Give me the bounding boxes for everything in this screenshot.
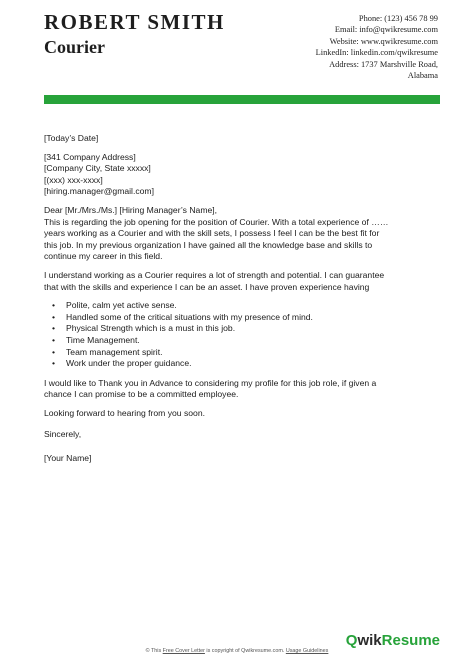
qwikresume-logo (346, 632, 440, 649)
letter-date: [Today’s Date] (44, 133, 99, 143)
paragraph-intro-line: continue my career in this field. (44, 251, 163, 262)
contact-address: Address: 1737 Marshville Road, (329, 59, 438, 69)
bullet-icon: • (52, 334, 56, 345)
list-item (52, 300, 436, 312)
list-item-text: Team management spirit. (66, 346, 163, 357)
header-divider-bar (44, 95, 440, 104)
paragraph-thanks-line: chance I can promise to be a committed employee. (44, 389, 239, 400)
list-item (52, 311, 436, 324)
list-item-text: Work under the proper guidance. (66, 358, 192, 369)
free-cover-letter-link[interactable]: Free Cover Letter (162, 648, 205, 654)
paragraph-requirements-line: that with the skills and experience I can be an asset. I have proven experience having (44, 281, 370, 292)
footer-middle: is copyright of Qwikresume.com. (204, 648, 286, 654)
bullet-icon: • (52, 311, 56, 322)
signature: [Your Name] (44, 453, 92, 464)
recipient-city-state: [Company City, State xxxxx] (44, 163, 151, 174)
bullet-icon: • (52, 300, 56, 311)
list-item-text: Time Management. (66, 334, 140, 345)
contact-phone: Phone: (123) 456 78 99 (358, 14, 438, 23)
bullet-icon: • (52, 346, 56, 357)
contact-website: Website: www.qwikresume.com (329, 36, 438, 46)
applicant-name: ROBERT SMITH (44, 10, 225, 34)
list-item-text: Handled some of the critical situations with my presence of mind. (66, 311, 313, 322)
paragraph-closing-remark-line: Looking forward to hearing from you soon. (44, 407, 205, 418)
list-item (52, 346, 436, 359)
bullet-icon: • (52, 358, 56, 369)
list-item (52, 334, 436, 347)
logo-resume: Resume (381, 632, 440, 649)
footer-prefix: © This (145, 648, 163, 654)
recipient-phone: [(xxx) xxx-xxxx] (44, 174, 103, 185)
salutation: Dear [Mr./Mrs./Ms.] [Hiring Manager’s Name], (44, 204, 218, 215)
paragraph-closing-remark (44, 408, 436, 420)
list-item-text: Polite, calm yet active sense. (66, 300, 177, 311)
recipient-address: [341 Company Address] (44, 151, 136, 162)
paragraph-intro (44, 217, 436, 263)
contact-email: Email: info@qwikresume.com (334, 25, 438, 35)
contact-address-city: Alabama (407, 71, 438, 81)
bullet-icon: • (52, 323, 56, 334)
letter-body (44, 133, 436, 465)
list-item-text: Physical Strength which is a must in this job. (66, 323, 236, 334)
paragraph-requirements-line: I understand working as a Courier requires a lot of strength and potential. I can guarantee (44, 269, 385, 280)
applicant-role: Courier (44, 37, 105, 57)
paragraph-requirements (44, 270, 436, 293)
contact-block (248, 13, 438, 81)
logo-q: Q (345, 632, 358, 649)
list-item (52, 323, 436, 335)
paragraph-thanks-line: I would like to Thank you in Advance to considering my profile for this job role, if given a (44, 377, 377, 388)
recipient-email: [hiring.manager@gmail.com] (44, 186, 154, 197)
paragraph-intro-line: years working as a Courier and with the skill sets, I possess I feel I can be the best fit for (44, 228, 380, 239)
list-item (52, 358, 436, 370)
closing: Sincerely, (44, 429, 82, 440)
contact-linkedin: LinkedIn: linkedin.com/qwikresume (315, 48, 438, 58)
paragraph-thanks (44, 378, 436, 401)
skills-list (44, 300, 436, 370)
paragraph-intro-line: this job. In my previous organization I have gained all the knowledge base and skills to (44, 239, 373, 250)
logo-wik: wik (357, 632, 382, 649)
paragraph-intro-line: This is regarding the job opening for the position of Courier. With a total experience of …… (44, 216, 389, 227)
usage-guidelines-link[interactable]: Usage Guidelines (285, 648, 329, 654)
